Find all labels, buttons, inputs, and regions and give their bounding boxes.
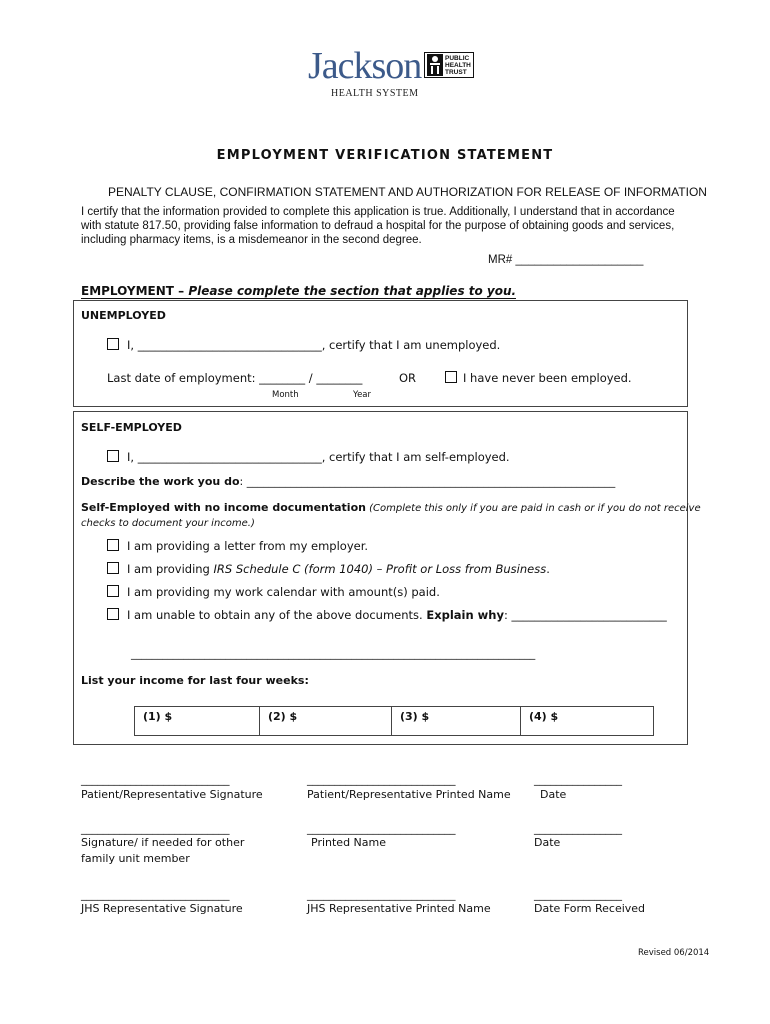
option-work-calendar: I am providing my work calendar with amount(s) paid. [107,585,440,599]
unemployed-heading: UNEMPLOYED [81,309,166,322]
income-week-4[interactable]: (4) $ [520,707,558,735]
public-health-trust-icon [427,54,443,76]
page-title: EMPLOYMENT VERIFICATION STATEMENT [216,148,554,163]
or-label: OR [399,371,417,385]
patient-printed-name-line[interactable]: ___________________________ [307,773,456,786]
family-date-line[interactable]: ________________ [534,822,622,835]
patient-signature-line[interactable]: ___________________________ [81,773,230,786]
employer-letter-checkbox[interactable] [107,539,119,551]
health-system-text: HEALTH SYSTEM [331,88,419,99]
date-received-line[interactable]: ________________ [534,888,622,901]
income-week-3[interactable]: (3) $ [391,707,429,735]
last-date-employment[interactable]: Last date of employment: ________ / ________ [107,371,363,385]
describe-work-field[interactable]: Describe the work you do: ___________________________________________________________________ [81,475,616,488]
patient-date-line[interactable]: ________________ [534,773,622,786]
unemployed-certify: I, ________________________________, certify that I am unemployed. [107,338,500,352]
unable-to-obtain-checkbox[interactable] [107,608,119,620]
jhs-printed-name-label: JHS Representative Printed Name [307,902,491,915]
explain-continuation-line[interactable]: _____________________________________________________________________________ [131,648,536,660]
patient-date-label: Date [540,788,567,801]
year-caption: Year [353,390,371,400]
family-printed-name-label: Printed Name [311,836,387,849]
income-table [134,706,654,736]
patient-printed-name-label: Patient/Representative Printed Name [307,788,511,801]
certify-line-3: including pharmacy items, is a misdemeanor in the second degree. [81,234,422,246]
never-employed-checkbox[interactable] [445,371,457,383]
no-income-doc-note: checks to document your income.) [81,518,255,529]
family-signature-line[interactable]: ___________________________ [81,822,230,835]
jhs-signature-label: JHS Representative Signature [81,902,243,915]
income-week-1[interactable]: (1) $ [143,710,173,723]
option-irs-schedule-c: I am providing IRS Schedule C (form 1040) – Profit or Loss from Business. [107,562,550,576]
revised-date: Revised 06/2014 [638,948,710,958]
public-health-trust-text: PUBLIC HEALTH TRUST [445,54,471,76]
page-subtitle: PENALTY CLAUSE, CONFIRMATION STATEMENT AND AUTHORIZATION FOR RELEASE OF INFORMATION [108,185,707,199]
family-signature-label-1: Signature/ if needed for other [81,836,245,849]
family-printed-name-line[interactable]: ___________________________ [307,822,456,835]
income-week-2[interactable]: (2) $ [259,707,297,735]
jhs-signature-line[interactable]: ___________________________ [81,888,230,901]
employment-heading: EMPLOYMENT – Please complete the section that applies to you. [81,284,517,298]
certify-line-2: with statute 817.50, providing false information to defraud a hospital for the purpose of obtaining goods and services, [81,220,675,232]
option-unable-to-obtain: I am unable to obtain any of the above documents. Explain why: ___________________________ [107,608,667,622]
patient-signature-label: Patient/Representative Signature [81,788,263,801]
date-received-label: Date Form Received [534,902,646,915]
month-caption: Month [272,390,299,400]
option-employer-letter: I am providing a letter from my employer. [107,539,368,553]
certify-line-1: I certify that the information provided to complete this application is true. Additionally, I understand that in accordance [81,206,675,218]
work-calendar-checkbox[interactable] [107,585,119,597]
family-signature-label-2: family unit member [81,852,190,865]
jackson-logo-text: Jackson [308,45,422,87]
jhs-printed-name-line[interactable]: ___________________________ [307,888,456,901]
self-employed-heading: SELF-EMPLOYED [81,421,182,434]
income-list-label: List your income for last four weeks: [81,674,309,687]
irs-schedule-checkbox[interactable] [107,562,119,574]
self-employed-certify: I, ________________________________, certify that I am self-employed. [107,450,510,464]
never-employed-option: I have never been employed. [445,371,632,385]
self-employed-checkbox[interactable] [107,450,119,462]
mr-number-field[interactable]: MR# ____________________ [488,254,644,266]
unemployed-checkbox[interactable] [107,338,119,350]
family-date-label: Date [534,836,561,849]
no-income-doc-heading: Self-Employed with no income documentation (Complete this only if you are paid in cash or if you do not receive [81,501,701,514]
public-health-trust-badge [424,52,474,78]
